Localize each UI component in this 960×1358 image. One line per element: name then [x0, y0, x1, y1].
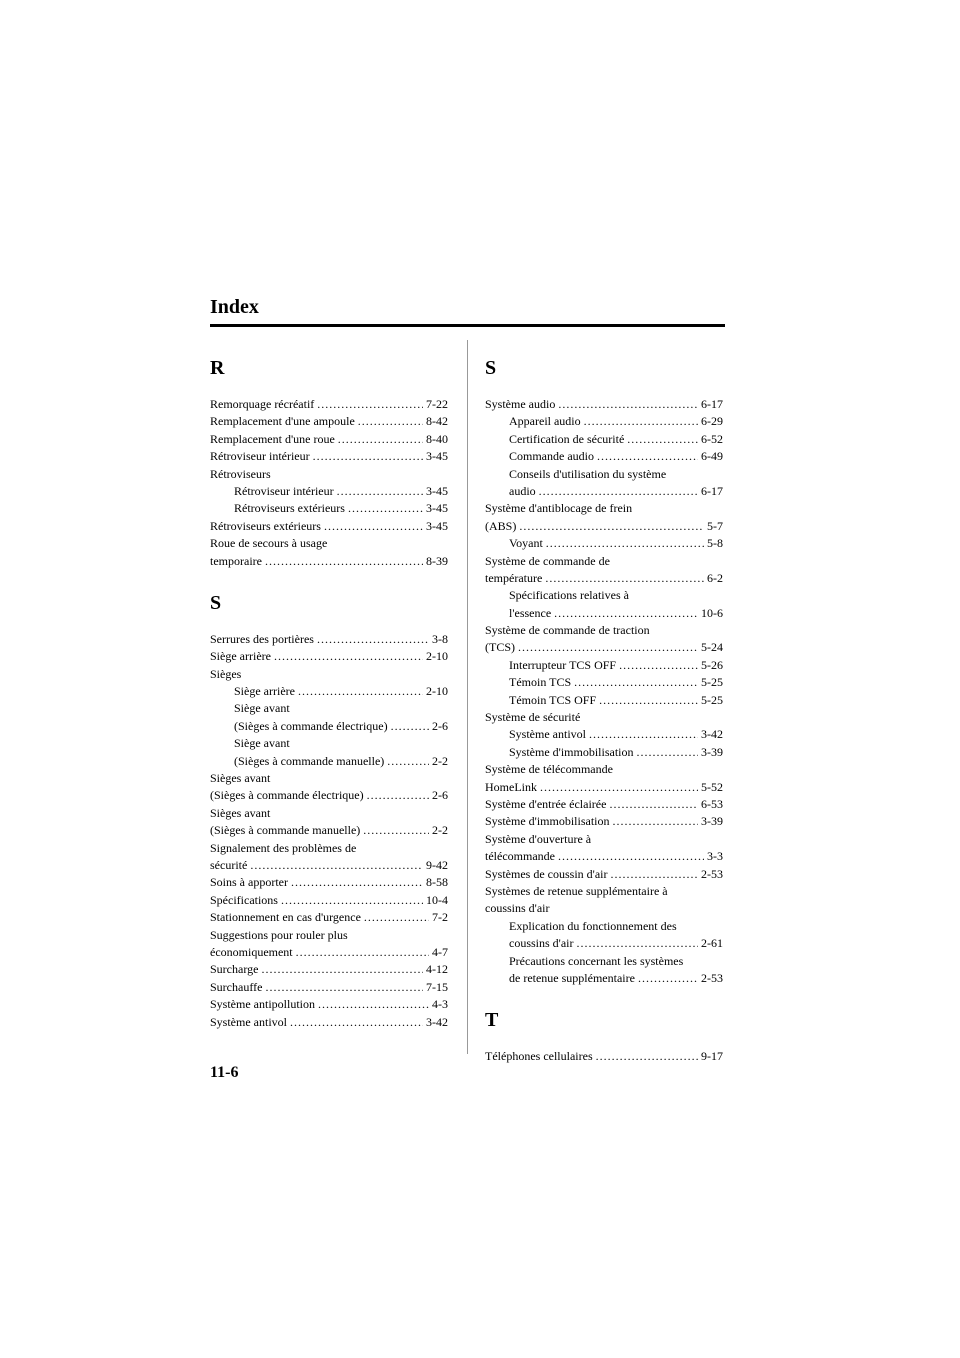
index-entry-page: 5-8 [707, 536, 723, 551]
dot-leader [597, 448, 698, 465]
index-entry-page: 8-58 [426, 875, 448, 890]
index-entry-text: Système de télécommande [485, 762, 613, 777]
index-entry-text: Commande audio [509, 449, 594, 464]
index-entry-text: audio [509, 483, 536, 498]
index-entry-page: 5-52 [701, 779, 723, 794]
dot-leader [558, 848, 704, 865]
index-entry [485, 570, 723, 587]
index-subentry [485, 953, 723, 970]
index-entry [210, 448, 448, 465]
index-entry [210, 857, 448, 874]
index-entry-text: Suggestions pour rouler plus [210, 927, 348, 942]
dot-leader [599, 692, 698, 709]
index-subentry [485, 692, 723, 709]
index-entry-page: 3-45 [426, 501, 448, 516]
dot-leader [348, 500, 423, 517]
index-entry [210, 396, 448, 413]
index-entry [485, 709, 723, 726]
index-subentry [210, 483, 448, 500]
index-entry-text: Remplacement d'une ampoule [210, 414, 355, 429]
index-entry-text: Rétroviseurs extérieurs [234, 501, 345, 516]
index-entry-text: Rétroviseur intérieur [210, 449, 310, 464]
index-entry-page: 7-22 [426, 397, 448, 411]
dot-leader [265, 979, 423, 996]
page-number: 11-6 [210, 1064, 239, 1081]
index-subentry [210, 718, 448, 735]
index-entry-text: (ABS) [485, 518, 517, 533]
index-entry-page: 9-42 [426, 857, 448, 872]
index-entry-page: 10-6 [701, 605, 723, 620]
index-subentry [485, 657, 723, 674]
index-entry-text: Rétroviseurs extérieurs [210, 518, 321, 533]
dot-leader [518, 639, 698, 656]
index-entry [210, 770, 448, 787]
index-column-left [210, 356, 448, 1031]
index-entry [485, 761, 723, 778]
index-entry-page: 6-17 [701, 397, 723, 411]
index-entry-page: 8-40 [426, 431, 448, 446]
index-entry-page: 2-6 [432, 788, 448, 803]
index-entry [210, 535, 448, 552]
index-entry-text: Appareil audio [509, 414, 581, 429]
header-rule [210, 324, 725, 327]
index-subentry [210, 500, 448, 517]
index-entry [210, 466, 448, 483]
index-subentry [210, 683, 448, 700]
dot-leader [367, 787, 429, 804]
dot-leader [546, 535, 704, 552]
index-entry [485, 396, 723, 413]
index-entry-page: 3-42 [701, 727, 723, 742]
index-subentry [485, 466, 723, 483]
dot-leader [574, 674, 698, 691]
dot-leader [317, 631, 429, 648]
index-entry-text: Précautions concernant les systèmes [509, 953, 684, 968]
dot-leader [274, 648, 423, 665]
index-entry [210, 413, 448, 430]
index-entry [210, 1014, 448, 1031]
index-entry-page: 3-3 [707, 849, 723, 864]
dot-leader [619, 657, 698, 674]
index-entry-text: l'essence [509, 605, 552, 620]
dot-leader [637, 744, 699, 761]
index-subentry [485, 970, 723, 987]
index-entry-text: Système d'ouverture à [485, 831, 592, 846]
index-entry [210, 518, 448, 535]
index-entry-text: Systèmes de coussin d'air [485, 866, 608, 881]
dot-leader [539, 483, 698, 500]
dot-leader [613, 813, 699, 830]
index-entry-page: 3-45 [426, 518, 448, 533]
index-entry [485, 900, 723, 917]
index-entry-text: Système d'immobilisation [509, 744, 634, 759]
index-entry [210, 979, 448, 996]
index-entry-page: 5-24 [701, 640, 723, 655]
index-subentry [485, 535, 723, 552]
index-entry-text: Serrures des portières [210, 631, 314, 646]
index-entry-text: Témoin TCS [509, 675, 572, 690]
index-entry-page: 9-17 [701, 1049, 723, 1064]
index-entry-text: Rétroviseur intérieur [234, 483, 334, 498]
index-entry-text: Témoin TCS OFF [509, 692, 597, 707]
index-entry-page: 8-39 [426, 553, 448, 568]
index-subentry [485, 605, 723, 622]
dot-leader [338, 431, 423, 448]
index-entry [210, 909, 448, 926]
dot-leader [545, 570, 704, 587]
index-entry-text: Siège arrière [234, 684, 295, 699]
index-entry-text: Sièges avant [210, 805, 271, 820]
dot-leader [589, 726, 698, 743]
index-entry-text: Remorquage récréatif [210, 397, 315, 411]
index-entry-text: de retenue supplémentaire [509, 970, 635, 985]
index-entry [485, 553, 723, 570]
index-entry [210, 631, 448, 648]
dot-leader [391, 718, 429, 735]
index-entry-page: 6-2 [707, 570, 723, 585]
index-entry-page: 6-49 [701, 449, 723, 464]
index-entry-page: 5-26 [701, 657, 723, 672]
index-entry [485, 848, 723, 865]
index-entry-page: 4-7 [432, 944, 448, 959]
index-entry-text: Spécifications relatives à [509, 588, 629, 603]
index-entry-text: Sièges [210, 666, 242, 681]
index-entry-text: Voyant [509, 536, 543, 551]
dot-leader [540, 779, 698, 796]
index-entry [485, 779, 723, 796]
index-entry-text: Interrupteur TCS OFF [509, 657, 617, 672]
index-entry [485, 796, 723, 813]
index-entry-text: Surchauffe [210, 979, 263, 994]
index-entry [210, 648, 448, 665]
index-subentry [485, 448, 723, 465]
dot-leader [324, 518, 423, 535]
index-entry-page: 4-12 [426, 962, 448, 977]
index-entry-text: Roue de secours à usage [210, 536, 328, 551]
index-entry-text: Système antipollution [210, 997, 315, 1012]
dot-leader [291, 874, 423, 891]
index-entry-text: (Sièges à commande manuelle) [234, 753, 385, 768]
index-entry-text: Certification de sécurité [509, 431, 625, 446]
dot-leader [337, 483, 423, 500]
index-entry-page: 3-8 [432, 631, 448, 646]
index-entry-text: Téléphones cellulaires [485, 1049, 593, 1064]
dot-leader [313, 448, 423, 465]
index-entry [485, 500, 723, 517]
index-entry-page: 2-2 [432, 753, 448, 768]
index-section-letter: S [210, 591, 222, 614]
index-entry-page: 6-53 [701, 796, 723, 811]
index-entry [210, 805, 448, 822]
index-subentry [485, 935, 723, 952]
index-entry-text: Rétroviseurs [210, 466, 271, 481]
index-entry-text: coussins d'air [485, 901, 550, 916]
index-entry-text: temporaire [210, 553, 262, 568]
index-entry-text: coussins d'air [509, 936, 574, 951]
index-entry-text: température [485, 570, 543, 585]
index-entry-page: 5-7 [707, 518, 723, 533]
dot-leader [290, 1014, 423, 1031]
index-entry-page: 7-15 [426, 979, 448, 994]
index-entry-text: Système d'entrée éclairée [485, 796, 607, 811]
dot-leader [609, 796, 698, 813]
index-entry [485, 883, 723, 900]
index-entry [210, 874, 448, 891]
index-entry-page: 2-53 [701, 866, 723, 881]
index-entry-text: Système antivol [509, 727, 586, 742]
dot-leader [250, 857, 423, 874]
index-entry-text: (Sièges à commande électrique) [234, 718, 388, 733]
index-entry-text: Explication du fonctionnement des [509, 918, 677, 933]
index-entry-page: 6-17 [701, 483, 723, 498]
index-entry-page: 2-2 [432, 823, 448, 838]
index-entry-text: télécommande [485, 849, 555, 864]
index-entry-text: sécurité [210, 857, 248, 872]
dot-leader [261, 961, 423, 978]
dot-leader [627, 431, 698, 448]
index-entry [210, 840, 448, 857]
dot-leader [317, 396, 423, 413]
dot-leader [296, 944, 429, 961]
index-entry-text: Système d'immobilisation [485, 814, 610, 829]
index-entry [210, 553, 448, 570]
index-entry [210, 787, 448, 804]
index-entry-page: 7-2 [432, 910, 448, 925]
dot-leader [358, 413, 423, 430]
index-subentry [485, 726, 723, 743]
index-entry [210, 927, 448, 944]
index-subentry [210, 735, 448, 752]
index-entry-page: 10-4 [426, 892, 448, 907]
index-entry-text: économiquement [210, 944, 293, 959]
index-entry-page: 3-39 [701, 744, 723, 759]
index-entry [210, 996, 448, 1013]
index-entry [485, 639, 723, 656]
dot-leader [638, 970, 698, 987]
index-entry-text: (Sièges à commande électrique) [210, 788, 364, 803]
index-subentry [485, 587, 723, 604]
dot-leader [298, 683, 423, 700]
dot-leader [363, 822, 429, 839]
index-entry-page: 5-25 [701, 675, 723, 690]
index-entry [210, 961, 448, 978]
index-entry [485, 622, 723, 639]
index-entry-page: 3-45 [426, 449, 448, 464]
index-entry-text: Système antivol [210, 1014, 287, 1029]
dot-leader [265, 553, 423, 570]
index-entry [485, 866, 723, 883]
index-entry-text: Stationnement en cas d'urgence [210, 910, 361, 925]
dot-leader [387, 753, 429, 770]
index-entry-text: Siège avant [234, 736, 290, 751]
index-entry-text: Systèmes de retenue supplémentaire à [485, 883, 668, 898]
index-entry [210, 822, 448, 839]
dot-leader [281, 892, 423, 909]
index-entry-text: Sièges avant [210, 771, 271, 786]
index-entry-text: Siège arrière [210, 649, 271, 664]
index-entry [210, 431, 448, 448]
index-subentry [485, 483, 723, 500]
index-entry-text: Système audio [485, 397, 556, 411]
index-entry-page: 3-39 [701, 814, 723, 829]
index-subentry [485, 413, 723, 430]
index-entry-page: 2-61 [701, 936, 723, 951]
column-divider [467, 340, 468, 1054]
index-entry-text: HomeLink [485, 779, 537, 794]
index-entry-text: Conseils d'utilisation du système [509, 466, 667, 481]
index-entry-text: Soins à apporter [210, 875, 288, 890]
index-subentry [485, 431, 723, 448]
index-entry [485, 1048, 723, 1065]
index-subentry [485, 918, 723, 935]
index-entry-text: Système d'antiblocage de frein [485, 501, 633, 516]
index-subentry [210, 700, 448, 717]
index-entry-page: 2-6 [432, 718, 448, 733]
index-entry-text: Spécifications [210, 892, 278, 907]
index-subentry [485, 674, 723, 691]
index-subentry [485, 744, 723, 761]
index-entry-page: 6-52 [701, 431, 723, 446]
index-entry-text: (Sièges à commande manuelle) [210, 823, 361, 838]
index-entry-text: Système de sécurité [485, 710, 581, 725]
index-entry-page: 2-53 [701, 970, 723, 985]
index-entry-page: 2-10 [426, 649, 448, 664]
index-entry [210, 944, 448, 961]
index-entry [485, 518, 723, 535]
index-section-letter: S [485, 357, 497, 379]
dot-leader [364, 909, 429, 926]
dot-leader [610, 866, 698, 883]
index-entry [210, 892, 448, 909]
index-entry-page: 8-42 [426, 414, 448, 429]
index-column-right [485, 356, 723, 1066]
index-entry-text: Système de commande de [485, 553, 610, 568]
index-entry-page: 6-29 [701, 414, 723, 429]
index-entry-page: 2-10 [426, 684, 448, 699]
index-entry-text: Remplacement d'une roue [210, 431, 335, 446]
index-entry-page: 3-45 [426, 483, 448, 498]
index-subentry [210, 753, 448, 770]
page-header-title: Index [210, 296, 259, 318]
index-entry-page: 3-42 [426, 1014, 448, 1029]
index-entry-text: Système de commande de traction [485, 623, 650, 638]
index-entry-text: Signalement des problèmes de [210, 840, 357, 855]
index-entry-text: Siège avant [234, 701, 290, 716]
index-entry [210, 666, 448, 683]
index-entry-page: 5-25 [701, 692, 723, 707]
dot-leader [318, 996, 429, 1013]
index-section-letter: R [210, 357, 225, 379]
dot-leader [558, 396, 698, 413]
dot-leader [577, 935, 699, 952]
index-section-letter: T [485, 1009, 499, 1032]
index-entry-text: Surcharge [210, 962, 259, 977]
dot-leader [596, 1048, 698, 1065]
index-entry-page: 4-3 [432, 997, 448, 1012]
index-entry-text: (TCS) [485, 640, 515, 655]
dot-leader [519, 518, 704, 535]
index-entry [485, 831, 723, 848]
dot-leader [554, 605, 698, 622]
index-entry [485, 813, 723, 830]
dot-leader [584, 413, 698, 430]
